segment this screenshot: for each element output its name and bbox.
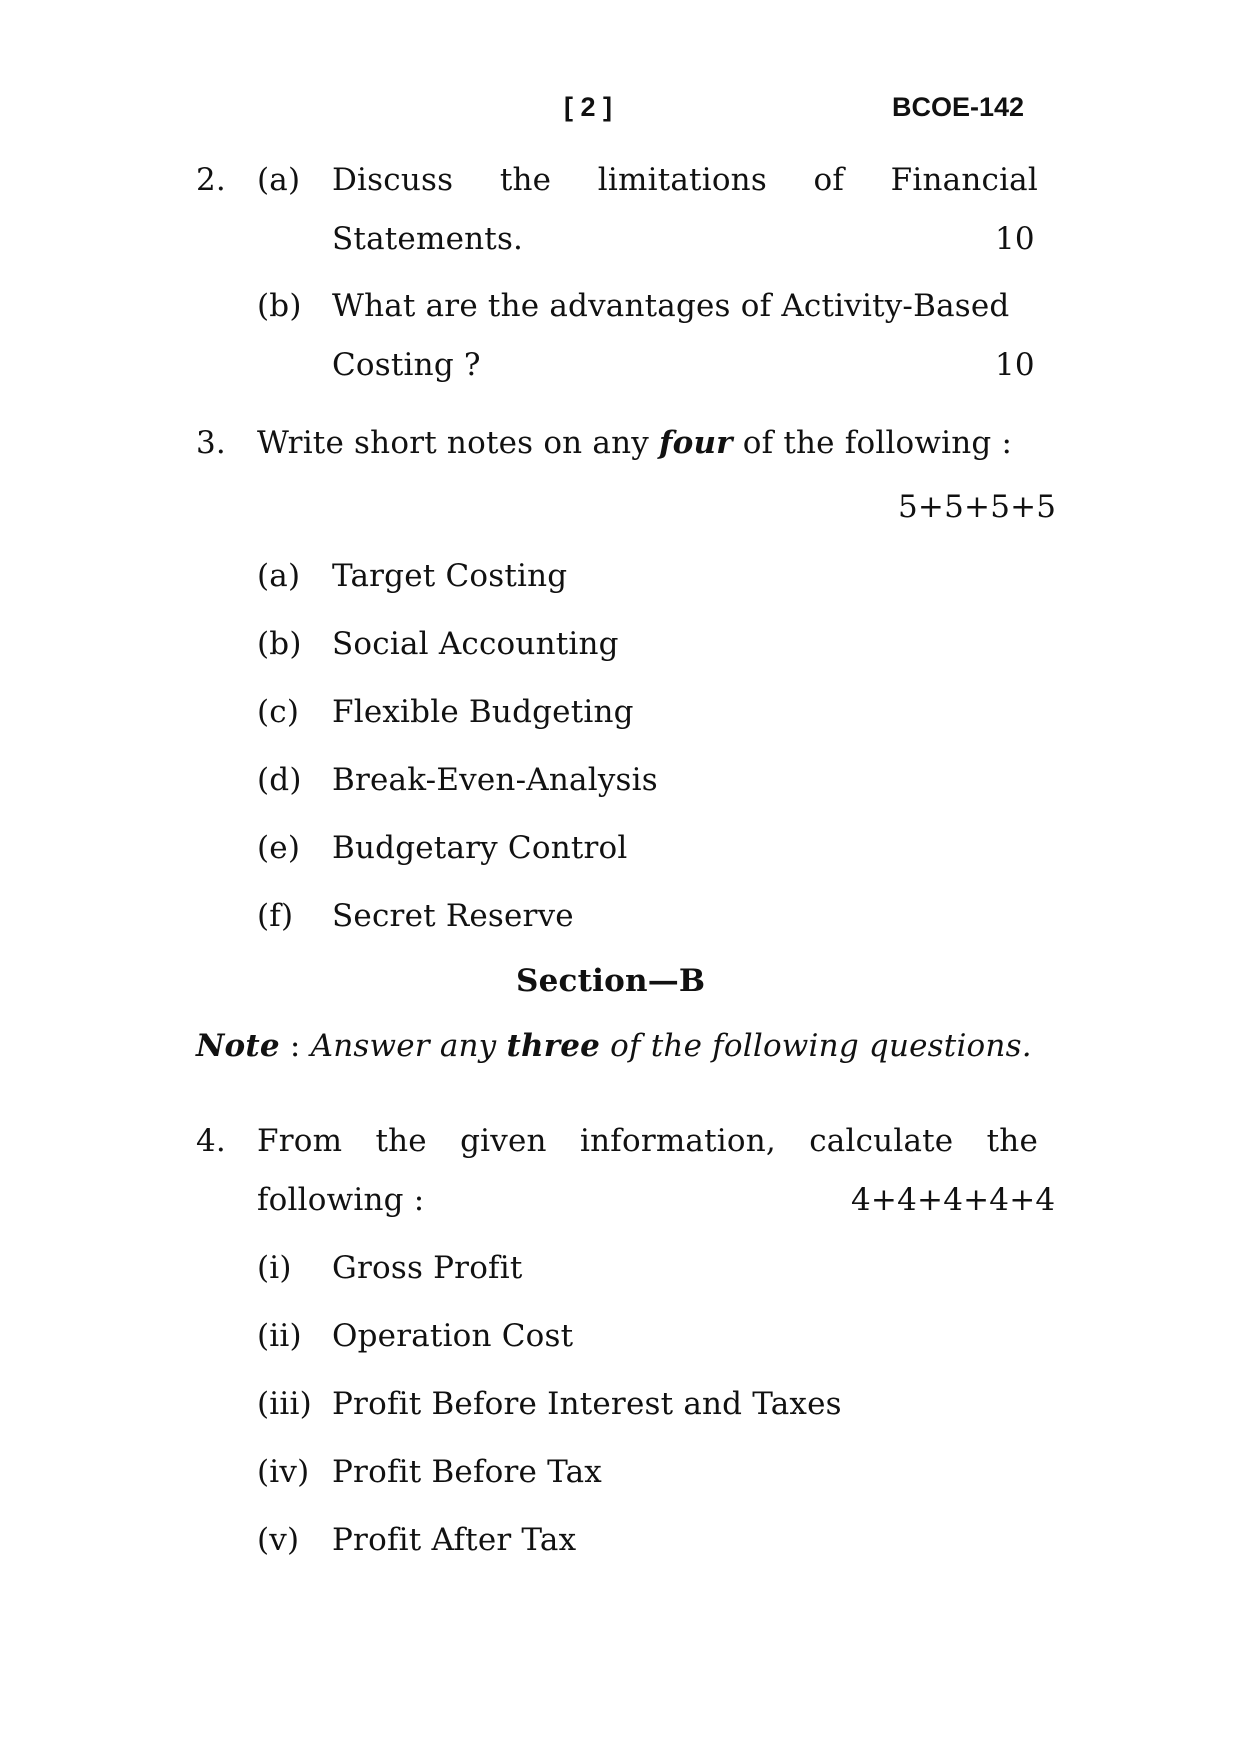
q4-item-text: Profit Before Interest and Taxes <box>332 1386 842 1422</box>
q3-text-after: of the following : <box>732 425 1013 461</box>
q2b-label: (b) <box>257 288 302 324</box>
q3-item-text: Secret Reserve <box>332 898 574 934</box>
note-before: Answer any <box>310 1028 507 1064</box>
q2b-marks: 10 <box>995 347 1035 383</box>
note-label: Note <box>196 1028 280 1064</box>
q2a-word: the <box>499 162 552 198</box>
q2a-word: Discuss <box>332 162 454 198</box>
q4-line1 <box>257 1123 1038 1159</box>
q4-line2: following : <box>257 1182 425 1218</box>
q3-marks: 5+5+5+5 <box>898 489 1057 525</box>
q3-item-text: Budgetary Control <box>332 830 628 866</box>
q4-item-label: (i) <box>257 1250 292 1286</box>
q4-word: the <box>375 1123 427 1159</box>
q4-marks: 4+4+4+4+4 <box>851 1182 1056 1218</box>
q4-word: From <box>257 1123 343 1159</box>
q3-number: 3. <box>196 425 226 461</box>
note-sep: : <box>279 1028 311 1064</box>
q2a-label: (a) <box>257 162 301 198</box>
q4-item-text: Operation Cost <box>332 1318 574 1354</box>
q4-item-label: (iii) <box>257 1386 312 1422</box>
page-number: [ 2 ] <box>564 92 613 122</box>
q2-number: 2. <box>196 162 226 198</box>
paper-code: BCOE-142 <box>892 92 1025 122</box>
q4-item-label: (iv) <box>257 1454 310 1490</box>
q3-text-emph: four <box>659 425 733 461</box>
q2a-line1 <box>332 162 1038 198</box>
q2b-line1: What are the advantages of Activity-Based <box>332 288 1010 324</box>
q2a-word: of <box>813 162 845 198</box>
q3-item-label: (c) <box>257 694 300 730</box>
q3-item-label: (e) <box>257 830 301 866</box>
q3-text <box>257 425 1013 461</box>
section-title: Section—B <box>516 963 706 999</box>
section-note <box>196 1028 1032 1064</box>
q4-item-text: Profit Before Tax <box>332 1454 602 1490</box>
q4-item-label: (ii) <box>257 1318 302 1354</box>
q3-item-text: Social Accounting <box>332 626 619 662</box>
q4-word: the <box>986 1123 1038 1159</box>
note-after: of the following questions. <box>600 1028 1032 1064</box>
q3-item-label: (a) <box>257 558 301 594</box>
q4-word: calculate <box>809 1123 954 1159</box>
q3-item-text: Target Costing <box>332 558 568 594</box>
q2a-word: limitations <box>597 162 767 198</box>
q2a-marks: 10 <box>995 221 1035 257</box>
q4-number: 4. <box>196 1123 226 1159</box>
q2a-line2: Statements. <box>332 221 524 257</box>
q4-item-label: (v) <box>257 1522 300 1558</box>
q3-item-label: (b) <box>257 626 302 662</box>
q3-item-label: (d) <box>257 762 302 798</box>
q3-item-text: Break-Even-Analysis <box>332 762 658 798</box>
q3-text-before: Write short notes on any <box>257 425 660 461</box>
q2b-line2: Costing ? <box>332 347 481 383</box>
q4-item-text: Profit After Tax <box>332 1522 577 1558</box>
q4-item-text: Gross Profit <box>332 1250 523 1286</box>
note-emph: three <box>506 1028 601 1064</box>
q3-item-label: (f) <box>257 898 294 934</box>
q4-word: information, <box>580 1123 776 1159</box>
q4-word: given <box>460 1123 547 1159</box>
q2a-word: Financial <box>890 162 1038 198</box>
q3-item-text: Flexible Budgeting <box>332 694 634 730</box>
